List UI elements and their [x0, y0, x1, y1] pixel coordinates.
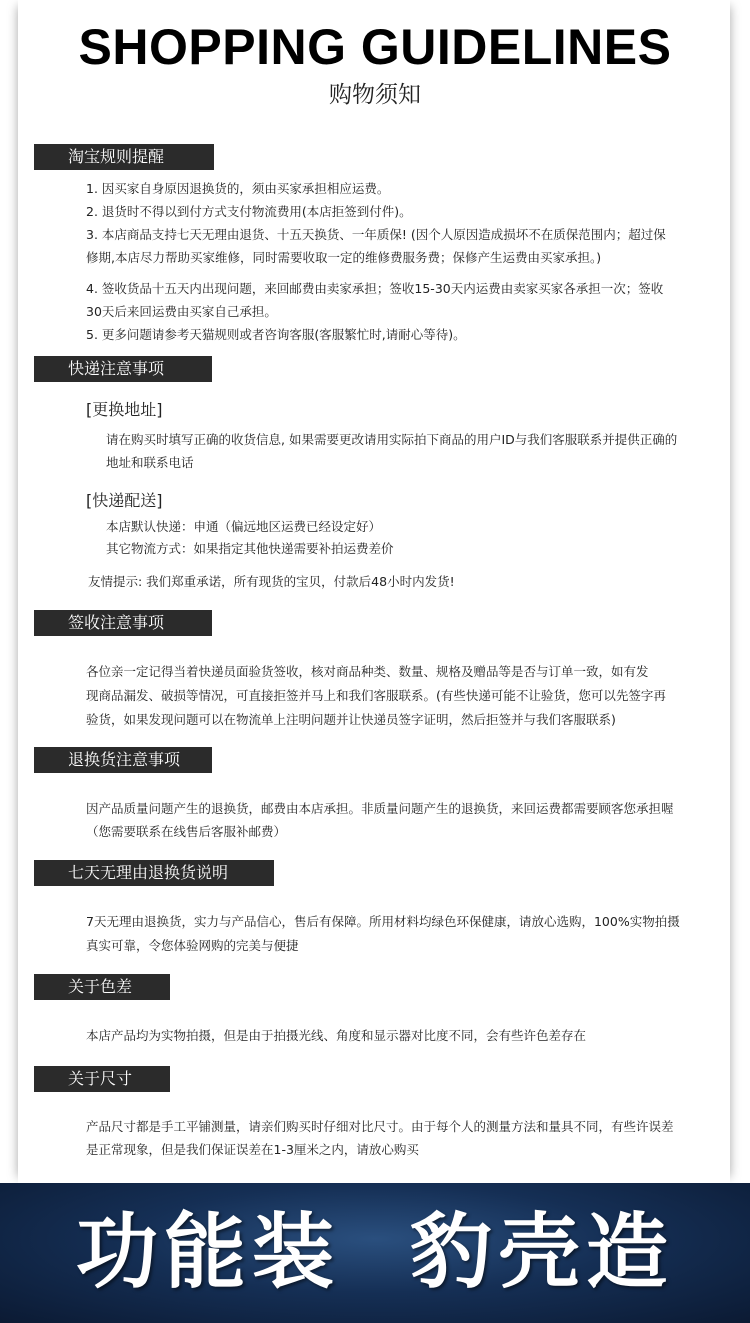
change-address-label: [更换地址] — [86, 400, 163, 419]
taobao-rules-list — [86, 177, 666, 346]
section-heading-color: 关于色差 — [34, 974, 170, 1000]
seven-day-line: 真实可靠，令您体验网购的完美与便捷 — [86, 938, 299, 953]
banner-slogan — [0, 1203, 750, 1303]
section-heading-seven-day: 七天无理由退换货说明 — [34, 860, 274, 886]
section-heading-size: 关于尺寸 — [34, 1066, 170, 1092]
list-item: 1. 因买家自身原因退换货的，须由买家承担相应运费。 — [86, 181, 390, 196]
page-title: SHOPPING GUIDELINES — [78, 19, 672, 75]
banner-text-left: 功能装 — [75, 1205, 340, 1300]
bottom-banner — [0, 1183, 750, 1323]
receipt-line: 现商品漏发、破损等情况，可直接拒签并马上和我们客服联系。(有些快递可能不让验货，您可以先签字再 — [86, 688, 666, 703]
list-item: 30天后来回运费由买家自己承担。 — [86, 304, 277, 319]
friendly-tip: 友情提示: 我们郑重承诺，所有现货的宝贝，付款后48小时内发货! — [88, 574, 455, 589]
delivery-label: [快递配送] — [86, 491, 163, 510]
seven-day-line: 7天无理由退换货，实力与产品信心，售后有保障。所用材料均绿色环保健康，请放心选购，100%实物拍摄 — [86, 914, 680, 929]
returns-line: （您需要联系在线售后客服补邮费） — [86, 824, 287, 839]
color-line: 本店产品均为实物拍摄，但是由于拍摄光线、角度和显示器对比度不同，会有些许色差存在 — [86, 1028, 587, 1043]
receipt-line: 验货，如果发现问题可以在物流单上注明问题并让快递员签字证明，然后拒签并与我们客服联系) — [86, 712, 616, 727]
page-subtitle: 购物须知 — [329, 82, 421, 108]
section-heading-receipt: 签收注意事项 — [34, 610, 212, 636]
section-heading-returns: 退换货注意事项 — [34, 747, 212, 773]
list-item: 修期,本店尽力帮助买家维修，同时需要收取一定的维修费服务费；保修产生运费由买家承担。) — [86, 250, 602, 265]
address-line: 请在购买时填写正确的收货信息, 如果需要更改请用实际拍下商品的用户ID与我们客服联系并提供正确的 — [106, 432, 678, 447]
address-line: 地址和联系电话 — [106, 455, 194, 470]
size-line: 是正常现象，但是我们保证误差在1-3厘米之内，请放心购买 — [86, 1142, 419, 1157]
banner-text-right: 豹壳造 — [410, 1205, 675, 1300]
returns-line: 因产品质量问题产生的退换货，邮费由本店承担。非质量问题产生的退换货，来回运费都需要顾客您承担喔 — [86, 801, 674, 816]
section-heading-express: 快递注意事项 — [34, 356, 212, 382]
delivery-line: 本店默认快递：申通（偏远地区运费已经设定好） — [106, 519, 382, 534]
list-item: 2. 退货时不得以到付方式支付物流费用(本店拒签到付件)。 — [86, 204, 412, 219]
list-item: 4. 签收货品十五天内出现问题，来回邮费由卖家承担；签收15-30天内运费由卖家买家各承担一次；签收 — [86, 281, 664, 296]
section-heading-taobao: 淘宝规则提醒 — [34, 144, 214, 170]
list-item: 3. 本店商品支持七天无理由退货、十五天换货、一年质保! (因个人原因造成损坏不在质保范围内；超过保 — [86, 227, 666, 242]
receipt-line: 各位亲一定记得当着快递员面验货签收，核对商品种类、数量、规格及赠品等是否与订单一致，如有发 — [86, 664, 649, 679]
size-line: 产品尺寸都是手工平铺测量，请亲们购买时仔细对比尺寸。由于每个人的测量方法和量具不同，有些许误差 — [86, 1119, 674, 1134]
list-item: 5. 更多问题请参考天猫规则或者咨询客服(客服繁忙时,请耐心等待)。 — [86, 327, 466, 342]
delivery-line: 其它物流方式：如果指定其他快递需要补拍运费差价 — [106, 541, 394, 556]
